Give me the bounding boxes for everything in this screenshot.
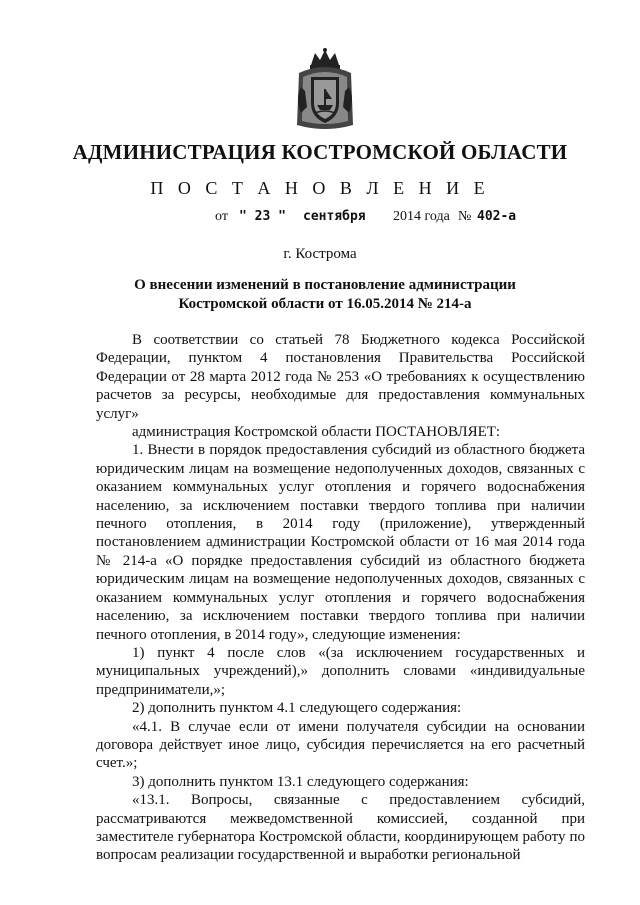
document-type: П О С Т А Н О В Л Е Н И Е xyxy=(150,178,490,198)
paragraph-subitem-3: 3) дополнить пунктом 13.1 следующего содержания: xyxy=(132,773,469,790)
date-month: сентября xyxy=(303,209,366,224)
date-prefix: от xyxy=(215,209,228,224)
coat-of-arms-icon xyxy=(293,47,357,133)
number-sign: № xyxy=(458,209,472,224)
date-year: 2014 года xyxy=(393,209,450,224)
subject-line-1: О внесении изменений в постановление администрации xyxy=(134,277,516,293)
document-body xyxy=(96,331,585,865)
organization-title: АДМИНИСТРАЦИЯ КОСТРОМСКОЙ ОБЛАСТИ xyxy=(72,140,568,164)
paragraph-subitem-2: 2) дополнить пунктом 4.1 следующего содержания: xyxy=(132,700,462,717)
paragraph-item-1: 1. Внести в порядок предоставления субсидий из областного бюджета юридическим лицам на возмещение недополученных доходов, связанных с оказанием коммунальных услуг отопления и горячего водоснабжения населению, за исключением поставки твердого топлива при наличии печного отопления, в 2014 году (приложение), утвержденный постановлением администрации Костромской области от 16 мая 2014 года № 214-а «О порядке предоставления субсидий из областного бюджета юридическим лицам на возмещение недополученных доходов, связанных с оказанием коммунальных услуг отопления и горячего водоснабжения населению, за исключением поставки твердого топлива при наличии печного отопления, в 2014 году», следующие изменения: xyxy=(96,442,585,643)
document-number: 402-а xyxy=(477,209,517,224)
subject-line-2: Костромской области от 16.05.2014 № 214-а xyxy=(178,296,472,312)
paragraph-preamble: В соответствии со статьей 78 Бюджетного кодекса Российской Федерации, пунктом 4 постановления Правительства Российской Федерации от 28 марта 2012 года № 253 «О требованиях к осуществлению расчетов за ресурсы, необходимые для предоставления коммунальных услуг» xyxy=(96,332,585,422)
paragraph-clause-13-1: «13.1. Вопросы, связанные с предоставлением субсидий, рассматриваются межведомственной комиссией, созданной при заместителе губернатора Костромской области, координирующем работу по вопросам реализации государственной и выработки региональной xyxy=(96,792,585,864)
city: г. Кострома xyxy=(283,246,357,262)
document-subject xyxy=(90,276,560,314)
paragraph-decree: администрация Костромской области ПОСТАНОВЛЯЕТ: xyxy=(132,424,501,441)
date-day: " 23 " xyxy=(239,209,286,224)
paragraph-subitem-1: 1) пункт 4 после слов «(за исключением государственных и муниципальных учреждений),» дополнить словами «индивидуальные предприниматели,»; xyxy=(96,644,585,698)
paragraph-clause-4-1: «4.1. В случае если от имени получателя субсидии на основании договора действует иное лицо, субсидия перечисляется на его расчетный счет.»; xyxy=(96,718,585,772)
